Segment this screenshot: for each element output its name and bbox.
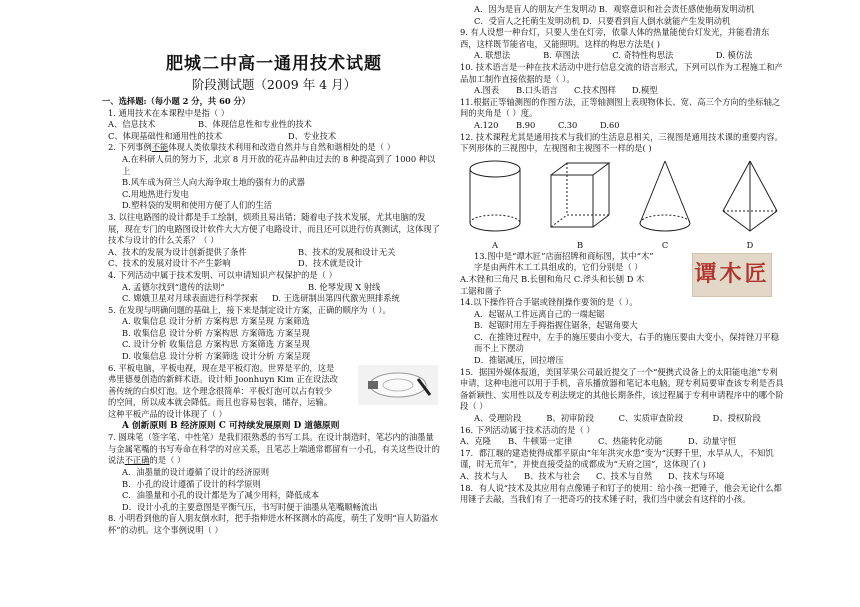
q5-option-c: C. 设计分析 收集信息 方案构思 方案筛选 方案呈现 — [122, 339, 310, 350]
q6-line-1: 6. 平板电脑，平板电视，现在是平板灯泡。世界是平的，这是 — [108, 362, 335, 373]
shape-label-d: D — [746, 240, 754, 251]
q15-option-c: C、实质审查阶段 — [618, 413, 684, 424]
q9-option-d: D. 模仿法 — [715, 50, 753, 61]
pyramid-figure — [715, 157, 785, 237]
q16-option-c: C、热能转化动能 — [598, 436, 663, 447]
q2-stem-post: 体现人类依靠技术利用和改造自然并与自然和谐相处的是（ ） — [168, 142, 396, 153]
q6-line-3: 善传统的白炽灯泡。这个理念很简单：平板灯泡可以占有较少 — [108, 385, 333, 396]
q3-options-row2 — [108, 258, 440, 270]
q15-option-b: B、初审阶段 — [546, 413, 594, 424]
q2-stem — [108, 142, 440, 154]
q17-options — [460, 471, 785, 483]
cylinder-figure — [460, 157, 530, 237]
q6-line-2: 弗里德曼创造的新鲜术语。设计师 Joonhuyn Kim 正在设法改 — [108, 374, 338, 385]
right-column — [460, 4, 785, 506]
shape-b — [545, 157, 615, 251]
left-column — [102, 0, 440, 537]
q10-option-d: D.模型 — [632, 85, 658, 96]
q11-option-a: A.120 — [474, 119, 499, 130]
q15-options — [460, 413, 785, 425]
q7-option-b: B．小孔的设计遵循了设计的科学原则 — [122, 478, 261, 489]
q10-stem: 10. 技术语言是一种在技术活动中进行信息交流的语言形式，下列可以作为工程施工和产品加工制作直接依据的是（ ）。 — [460, 61, 783, 84]
q7-stem-post: 的是（ ） — [149, 455, 186, 466]
cuboid-figure — [545, 157, 615, 237]
q16-option-d: D、动量守恒 — [688, 436, 737, 447]
shape-label-b: B — [576, 240, 584, 251]
q16-options — [460, 436, 785, 448]
shape-d — [715, 157, 785, 251]
shape-c — [630, 157, 700, 251]
q14-option-a: A．起锯从工件远离自己的一端起锯 — [474, 308, 605, 319]
shape-label-c: C — [661, 240, 669, 251]
q3-option-b: B、技术的发展和设计无关 — [298, 246, 396, 257]
q2-stem-pre: 2. 下列事例 — [108, 142, 152, 153]
q1-options-row1 — [108, 119, 440, 131]
q14-option-b: B．起锯时用左手拇指握住锯条，起锯角要大 — [474, 320, 638, 331]
q15-stem: 15．据国外媒体报道，美国苹果公司最近提交了一个“便携式设备上的太阳能电池”专利申请，这种电池可以用于手机，音乐播放器和笔记本电脑。现专利局要审查该专利是否具备新颖性、实用性以及专利法规定的其他长期条件，该过程属于专利申请程序中的哪个阶段（ ） — [460, 366, 784, 412]
q4-stem: 4. 下列活动中属于技术发明、可以申请知识产权保护的是（ ） — [108, 269, 337, 280]
q13-tail: 工锯和凿子 — [460, 285, 502, 296]
q6-line-4: 的空间，所以成本就会降低。而且也容易包装，储存，运输。 — [108, 397, 333, 408]
q13-line-1: 13.图中是“谭木匠”店面招牌和商标图，其中“木” — [474, 250, 654, 261]
q1-stem: 1. 通用技术在本课程中是指（ ） — [108, 107, 230, 118]
q18-stem: 18．有人说“技术及其应用有点像锤子和钉子的使用：给小孩一把锤子，他会无论什么都用锤子去敲，当我们有了一把奇巧的技术锤子时，我们当中就会有这样的小孩。 — [460, 482, 782, 505]
q17-option-b: B、技术与社会 — [524, 471, 580, 481]
q11-stem: 11.根据正等轴测图的作图方法，正等轴测图上表现物体长、宽、高三个方向的坐标轴之间的夹角是（ ）度。 — [460, 96, 781, 119]
q1-option-c: C、体现基础性和通用性的技术 — [108, 130, 223, 141]
q12-shapes — [460, 157, 785, 251]
q14-option-d: D．推锯减压，回拉增压 — [474, 355, 564, 366]
q5-option-a: A. 收集信息 设计分析 方案构思 方案呈现 方案筛选 — [122, 316, 310, 327]
q11-option-c: C.30 — [558, 119, 578, 130]
q1-options-row2 — [108, 131, 440, 143]
q3-option-a: A、技术的发展为设计创新提供了条件 — [108, 246, 247, 257]
q9-stem: 9. 有人设想一种台灯，只要人坐在灯旁，依靠人体的热量能使台灯发光，并能看清东西，这样既节能省电，又能照明。这样的构思方法是( ) — [460, 27, 770, 49]
q7-stem-text: 7. 圆珠笔（签字笔、中性笔）是我们很熟悉的书写工具。在设计制造时，笔芯内的油墨量与金属笔嘴的书写寿命在科学的对应关系，且笔芯上端通常都留有一小孔，有关这些设计的说法 — [108, 432, 440, 466]
q17-stem: 17．都江堰的建造使得成都平原由“年年洪灾水患”变为“沃野千里，水旱从人，不知饥谨，时无荒年”，并使直接受益的成都成为“天府之国”，这体现了( ) — [460, 447, 774, 470]
q5-option-b: B. 收集信息 设计分析 方案构思 方案筛选 方案呈现 — [122, 327, 310, 338]
q10-option-c: C.技术图样 — [574, 85, 616, 96]
q6-line-5: 这种平板产品的设计体现了（ ） — [108, 409, 227, 420]
q13-line-2: 字是由两件木工工具组成的，它们分别是（ ） — [474, 262, 643, 273]
q1-option-b: B、体现信息性和专业性的技术 — [198, 119, 312, 130]
q11-option-d: D.60 — [600, 119, 620, 130]
q3-option-c: C、技术的发展对设计不产生影响 — [108, 258, 231, 269]
shape-label-a: A — [492, 240, 498, 251]
q4-option-d: D. 王选研制出第四代激光照排系统 — [272, 293, 400, 304]
q7-stem — [108, 432, 440, 467]
q11-option-b: B.90 — [516, 119, 536, 130]
section-heading: 一、选择题:（每小题 2 分，共 60 分） — [102, 96, 251, 106]
q7-option-d: D．设计小孔的主要意图是平衡气压，书写时便于油墨从笔嘴顺畅流出 — [122, 501, 378, 512]
q13-block — [460, 251, 785, 297]
q9-option-b: B. 草图法 — [543, 50, 580, 61]
q2-option-d: D.塑料袋的发明和使用方便了人们的生活 — [122, 200, 273, 211]
q15-option-a: A、受理阶段 — [474, 413, 522, 424]
q4-options-row1 — [108, 282, 440, 294]
q6-block — [108, 363, 440, 421]
q10-option-a: A.图表 — [474, 85, 500, 96]
q10-option-b: B.口头语言 — [516, 85, 558, 96]
q17-option-a: A、技术与人 — [460, 471, 508, 481]
q7-option-a: A．油墨量的设计遵循了设计的经济原则 — [122, 467, 270, 477]
q6-options: A 创新原则 B 经济原则 C 可持续发展原则 D 道德原则 — [122, 420, 340, 431]
q9-options — [460, 50, 785, 62]
q7-option-c: C．油墨量和小孔的设计都是为了减少用料，降低成本 — [122, 490, 320, 501]
q15-option-d: D、授权阶段 — [712, 413, 761, 424]
cone-figure — [630, 157, 700, 237]
page-title: 肥城二中高一通用技术试题 — [166, 54, 382, 74]
q9-option-c: C. 奇特性构思法 — [612, 50, 674, 61]
q16-option-a: A、克隆 — [460, 436, 491, 447]
logo-text: 谭木匠 — [694, 260, 770, 287]
q2-option-c: C.用地热进行发电 — [122, 188, 189, 199]
q5-stem: 5. 在发现与明确问题的基础上，接下来是制定设计方案，正确的顺序为（ ）。 — [108, 304, 391, 315]
q8-option-cd: C．受盲人之托萌生发明动机 D．只要看到盲人倒水就能产生发明动机 — [474, 15, 731, 26]
q1-option-a: A、信息技术 — [108, 119, 156, 130]
q4-option-c: C. 嫦娥卫星对月球表面进行科学探索 — [122, 293, 258, 304]
q10-options — [460, 85, 785, 97]
q8-stem: 8. 小明看到他的盲人朋友倒水时，把手指伸进水杯探测水的高度，萌生了发明“盲人防溢水杯”的动机。这个事例说明（ ） — [108, 513, 439, 535]
q9-option-a: A. 联想法 — [474, 50, 511, 61]
q5-option-d: D. 收集信息 设计分析 方案筛选 设计分析 方案呈现 — [122, 351, 311, 362]
flat-bulb-image — [358, 365, 438, 405]
q16-option-b: B、牛顿第一定律 — [508, 436, 573, 447]
q11-options — [460, 120, 785, 132]
q7-stem-underlined: 不正确 — [124, 455, 150, 466]
q3-options-row1 — [108, 247, 440, 259]
q3-option-d: D、技术就是设计 — [298, 258, 363, 269]
q13-options: A.木锉和三角尺 B.长刨和角尺 C.斧头和长刨 D 木 — [460, 273, 645, 284]
q8-option-ab: A．因为是盲人的朋友产生发明动 B．观察意识和社会责任感使他萌发明动机 — [474, 4, 755, 14]
q4-options-row2 — [108, 293, 440, 305]
q17-option-d: D、技术与环境 — [668, 471, 725, 481]
shape-a — [460, 157, 530, 251]
q2-stem-underlined: 不能 — [151, 142, 169, 153]
q17-option-c: C、技术与自然 — [596, 471, 653, 481]
q12-stem: 12. 技术课程尤其是通用技术与我们的生活息息相关，三视图是通用技术课的重要内容。下列形体的三视图中，左视图和主视图不一样的是( ) — [460, 131, 783, 154]
q16-stem: 16. 下列活动属于技术活动的是（ ） — [460, 424, 595, 435]
page-subtitle: 阶段测试题（2009 年 4 月） — [191, 77, 357, 92]
q1-option-d: D、专业技术 — [288, 130, 337, 141]
q2-option-b: B.风车成为荷兰人向大海争取土地的强有力的武器 — [122, 177, 305, 188]
q3-stem: 3. 以往电路图的设计都是手工绘制，烦琐且易出错；随着电子技术发展，尤其电脑的发展，现在专门的电路图设计软件大大方便了电路设计，而且还可以进行仿真测试，这体现了技术与设计的什么关系？（ ） — [108, 211, 440, 246]
q4-option-b: B. 伦琴发现 X 射线 — [308, 281, 381, 292]
q2-option-a: A.在科研人员的努力下，北京 8 月开放的花卉品种由过去的 8 种提高到了 1000 种以上 — [122, 153, 436, 176]
q4-option-a: A. 孟德尔找到“遗传的法则” — [122, 281, 225, 292]
q14-stem: 14.以下操作符合手锯或锉削操作要领的是（ ）。 — [460, 297, 638, 308]
tanmujiang-logo — [692, 253, 772, 297]
q14-option-c: C．在推锉过程中，左手的施压要由小变大，右手的施压要由大变小，保持锉刀平稳而不上下摆动 — [474, 331, 780, 354]
